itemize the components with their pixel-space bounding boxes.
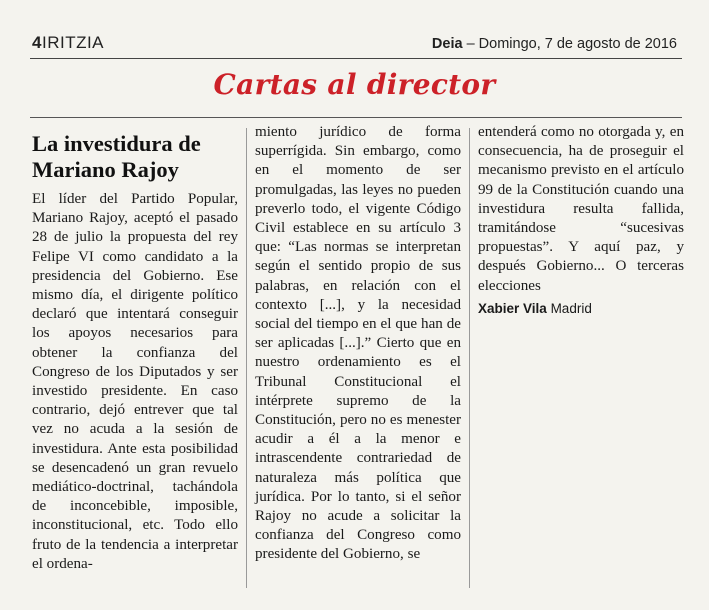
header-rule — [30, 58, 682, 59]
newspaper-name: Deia — [431, 36, 463, 52]
author-name: Xabier Vila — [478, 300, 547, 316]
column-1 — [32, 123, 238, 574]
letter-body-part-1: El líder del Partido Popular, Mariano Rajoy, aceptó el pasado 28 de julio la propuesta del rey Felipe VI como candidato a la presidencia del Gobierno. Ese mismo día, el dirigente político declaró que intentará conseguir los apoyos necesarios para obtener la confianza del Congreso de los Diputados y ser investido presidente. En caso contrario, dejó entrever que tal vez no acuda a la sesión de investidura. Ante esta posibilidad se desencadenó un gran revuelo mediático-doctrinal, tachándola de inconcebible, imposible, inconstitucional, etc. Todo ello fruto de la tendencia a interpretar el ordena- — [32, 191, 238, 572]
author-city: Madrid — [550, 300, 592, 316]
section-name: IRITZIA — [41, 33, 105, 52]
masthead-title: Cartas al director — [213, 68, 496, 101]
letter-headline: La investidura de Mariano Rajoy — [32, 131, 201, 182]
section-label — [32, 33, 104, 53]
column-2 — [255, 123, 461, 565]
page-header — [0, 0, 709, 60]
letter-body-part-3: entenderá como no otorgada y, en consecuencia, ha de proseguir el mecanismo previsto en el artículo 99 de la Constitución cuando una investidura resulta fallida, tramitándose “sucesivas propuestas”. Y aquí paz, y después Gobierno... O terceras elecciones — [478, 124, 684, 294]
letter-signature — [478, 299, 684, 318]
column-divider — [469, 128, 470, 588]
publication-date: – Domingo, 7 de agosto de 2016 — [466, 36, 677, 52]
letter-body-part-2: miento jurídico de forma superrígida. Sin embargo, como en el momento de ser promulgadas, las leyes no pueden preverlo todo, el vigente Código Civil establece en su artículo 3 que: “Las normas se interpretan según el sentido propio de sus palabras, en relación con el contexto [...], y la necesidad social del tiempo en el que han de ser aplicadas [...].” Cierto que en nuestro ordenamiento es el Tribunal Constitucional el intérprete supremo de la Constitución, pero no es menester acudir a él a la menor e intrascendente contrariedad de naturaleza más política que jurídica. Por lo tanto, si el señor Rajoy no acude a solicitar la confianza del Congreso como presidente del Gobierno, se — [255, 124, 461, 563]
column-divider — [246, 128, 247, 588]
dateline — [432, 36, 677, 52]
column-3 — [478, 123, 684, 318]
masthead-rule — [30, 117, 682, 118]
section-number: 4 — [32, 33, 42, 52]
